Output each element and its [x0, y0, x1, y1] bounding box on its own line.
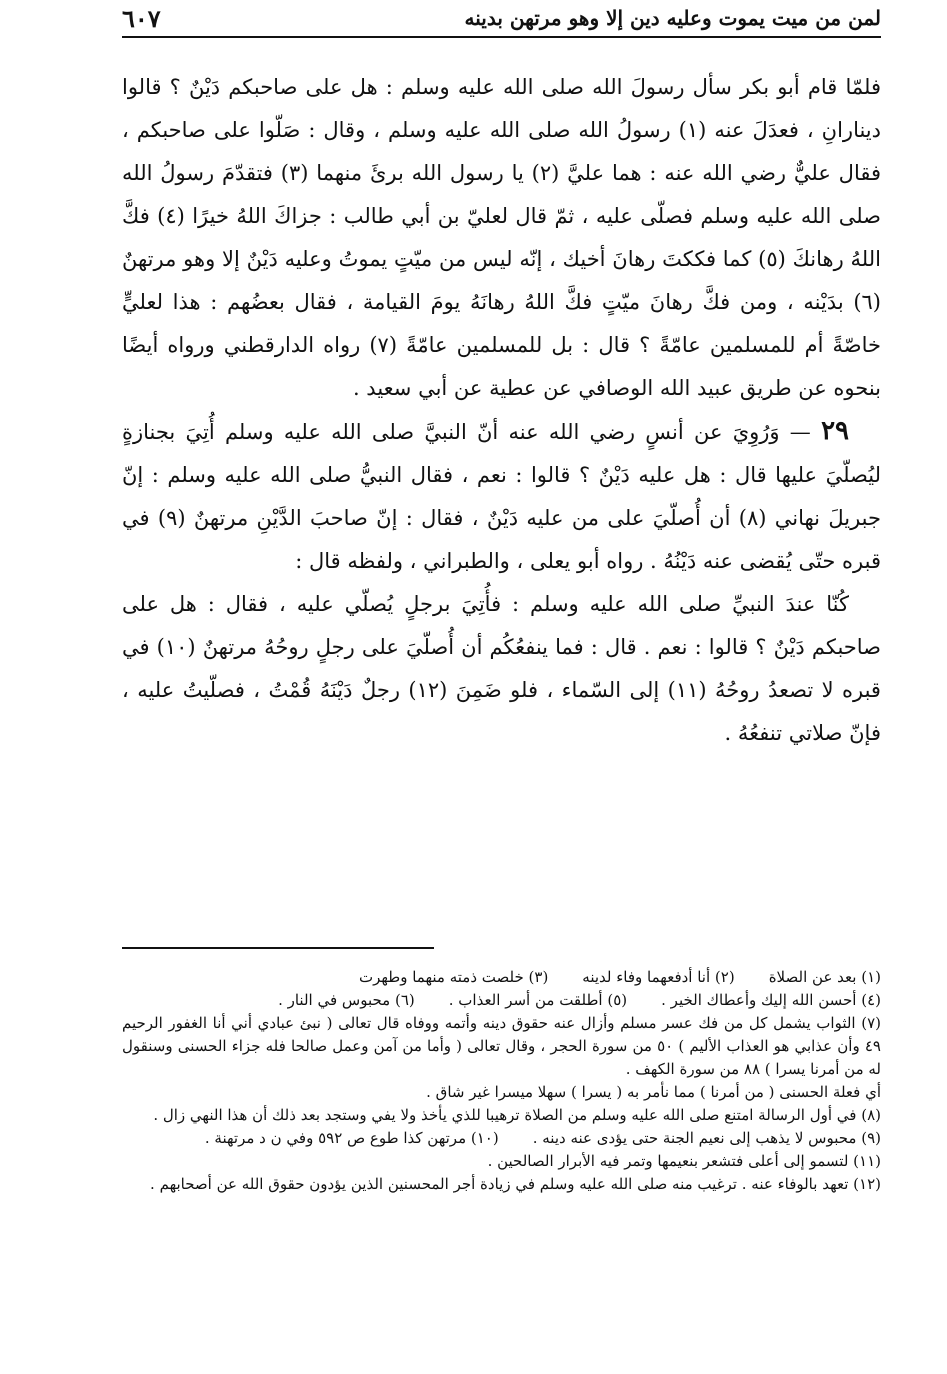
- hadith-number: ٢٩: [821, 416, 849, 446]
- footnote-row: [122, 1127, 881, 1173]
- footnote-1: (١) بعد عن الصلاة: [768, 968, 881, 986]
- hadith-29-text: — وَرُوِيَ عن أنسٍ رضي الله عنه أنّ النبيَّ صلى الله عليه وسلم أُتِيَ بجنازةٍ ليُصلّيَ عليها قال : هل عليه دَيْنٌ ؟ قالوا : نعم ، فقال النبيُّ صلى الله عليه وسلم : إنّ جبريلَ نهاني (٨) أن أُصلّيَ على من عليه دَيْنٌ ، فقال : إنّ صاحبَ الدَّيْنِ مرتهنٌ (٩) في قبره حتّى يُقضى عنه دَيْنُهُ . رواه أبو يعلى ، والطبراني ، ولفظه قال :: [122, 420, 881, 573]
- footnote-11: (١١) لتسمو إلى أعلى فتشعر بنعيمها وتمر فيه الأبرار الصالحين .: [487, 1152, 881, 1170]
- main-text: [122, 66, 881, 755]
- page-number: ٦٠٧: [122, 4, 161, 33]
- footnote-3: (٣) خلصت ذمته منهما وطهرت: [358, 968, 549, 986]
- running-title: لمن من ميت يموت وعليه دين إلا وهو مرتهن بدينه: [464, 6, 881, 30]
- footnote-9: (٩) محبوس لا يذهب إلى نعيم الجنة حتى يؤدى عنه دينه .: [532, 1129, 881, 1147]
- footnote-row: [122, 966, 881, 989]
- page-header: [122, 0, 881, 38]
- footnote-12: (١٢) تعهد بالوفاء عنه . ترغيب منه صلى الله عليه وسلم في زيادة أجر المحسنين الذين يؤدون حقوق الله عن أصحابهم .: [150, 1175, 881, 1193]
- paragraph-tabarani-wording: كُنّا عندَ النبيِّ صلى الله عليه وسلم : فأُتِيَ برجلٍ يُصلّي عليه ، فقال : هل على صاحبكم دَيْنٌ ؟ قالوا : نعم . قال : فما ينفعُكُم أن أُصلّيَ على رجلٍ روحُهُ مرتهنٌ (١٠) في قبره لا تصعدُ روحُهُ (١١) إلى السّماء ، فلو ضَمِنَ (١٢) رجلٌ دَيْنَهُ قُمْتُ ، فصلّيتُ عليه ، فإنّ صلاتي تنفعُهُ .: [122, 592, 881, 745]
- footnote-row: [122, 989, 881, 1012]
- footnote-divider: [122, 947, 434, 949]
- footnotes: [122, 966, 881, 1196]
- footnote-7-continued: أي فعلة الحسنى ( من أمرنا ) مما نأمر به ( يسرا ) سهلا ميسرا غير شاق .: [426, 1083, 881, 1101]
- footnote-7: (٧) الثواب يشمل كل من فك عسر مسلم وأزال عنه حقوق دينه وأتمه ووفاه قال تعالى ( نبئ عبادي أني أنا الغفور الرحيم ٤٩ وأن عذابي هو العذاب الأليم ) ٥٠ من سورة الحجر ، وقال تعالى ( وأما من آمن وعمل صالحا فله جزاء الحسنى وسنقول له من أمرنا يسرا ) ٨٨ من سورة الكهف .: [122, 1014, 881, 1078]
- paragraph-hadith-29: [122, 410, 881, 583]
- footnote-2: (٢) أنا أدفعهما وفاء لدينه: [582, 968, 735, 986]
- footnote-6: (٦) محبوس في النار .: [278, 991, 415, 1009]
- footnote-10: (١٠) مرتهن كذا طوع ص ٥٩٢ وفي ن د مرتهنة .: [204, 1129, 499, 1147]
- footnote-4: (٤) أحسن الله إليك وأعطاك الخير .: [661, 991, 881, 1009]
- footnote-5: (٥) أطلقت من أسر العذاب .: [448, 991, 628, 1009]
- paragraph-hadith-28-continued: فلمّا قام أبو بكر سأل رسولَ الله صلى الله عليه وسلم : هل على صاحبكم دَيْنٌ ؟ قالوا دينارانِ ، فعدَلَ عنه (١) رسولُ الله صلى الله عليه وسلم ، وقال : صَلّوا على صاحبكم ، فقال عليٌّ رضي الله عنه : هما عليَّ (٢) يا رسول الله برئَ منهما (٣) فتقدّمَ رسولُ الله صلى الله عليه وسلم فصلّى عليه ، ثمّ قال لعليّ بن أبي طالب : جزاكَ اللهُ خيرًا (٤) فكَّ اللهُ رهانكَ (٥) كما فككتَ رهانَ أخيك ، إنّه ليس من ميّتٍ يموتُ وعليه دَيْنٌ إلا وهو مرتهنٌ (٦) بدَيْنه ، ومن فكَّ رهانَ ميّتٍ فكَّ اللهُ رهانَهُ يومَ القيامة ، فقال بعضُهم : هذا لعليٍّ خاصّةً أم للمسلمين عامّةً ؟ قال : بل للمسلمين عامّةً (٧) رواه الدارقطني ورواه أيضًا بنحوه عن طريق عبيد الله الوصافي عن عطية عن أبي سعيد .: [122, 75, 882, 400]
- footnote-8: (٨) في أول الرسالة امتنع صلى الله عليه وسلم من الصلاة ترهيبا للذي يأخذ ولا يفي وستجد بعد ذلك أن هذا النهي زال .: [153, 1106, 881, 1124]
